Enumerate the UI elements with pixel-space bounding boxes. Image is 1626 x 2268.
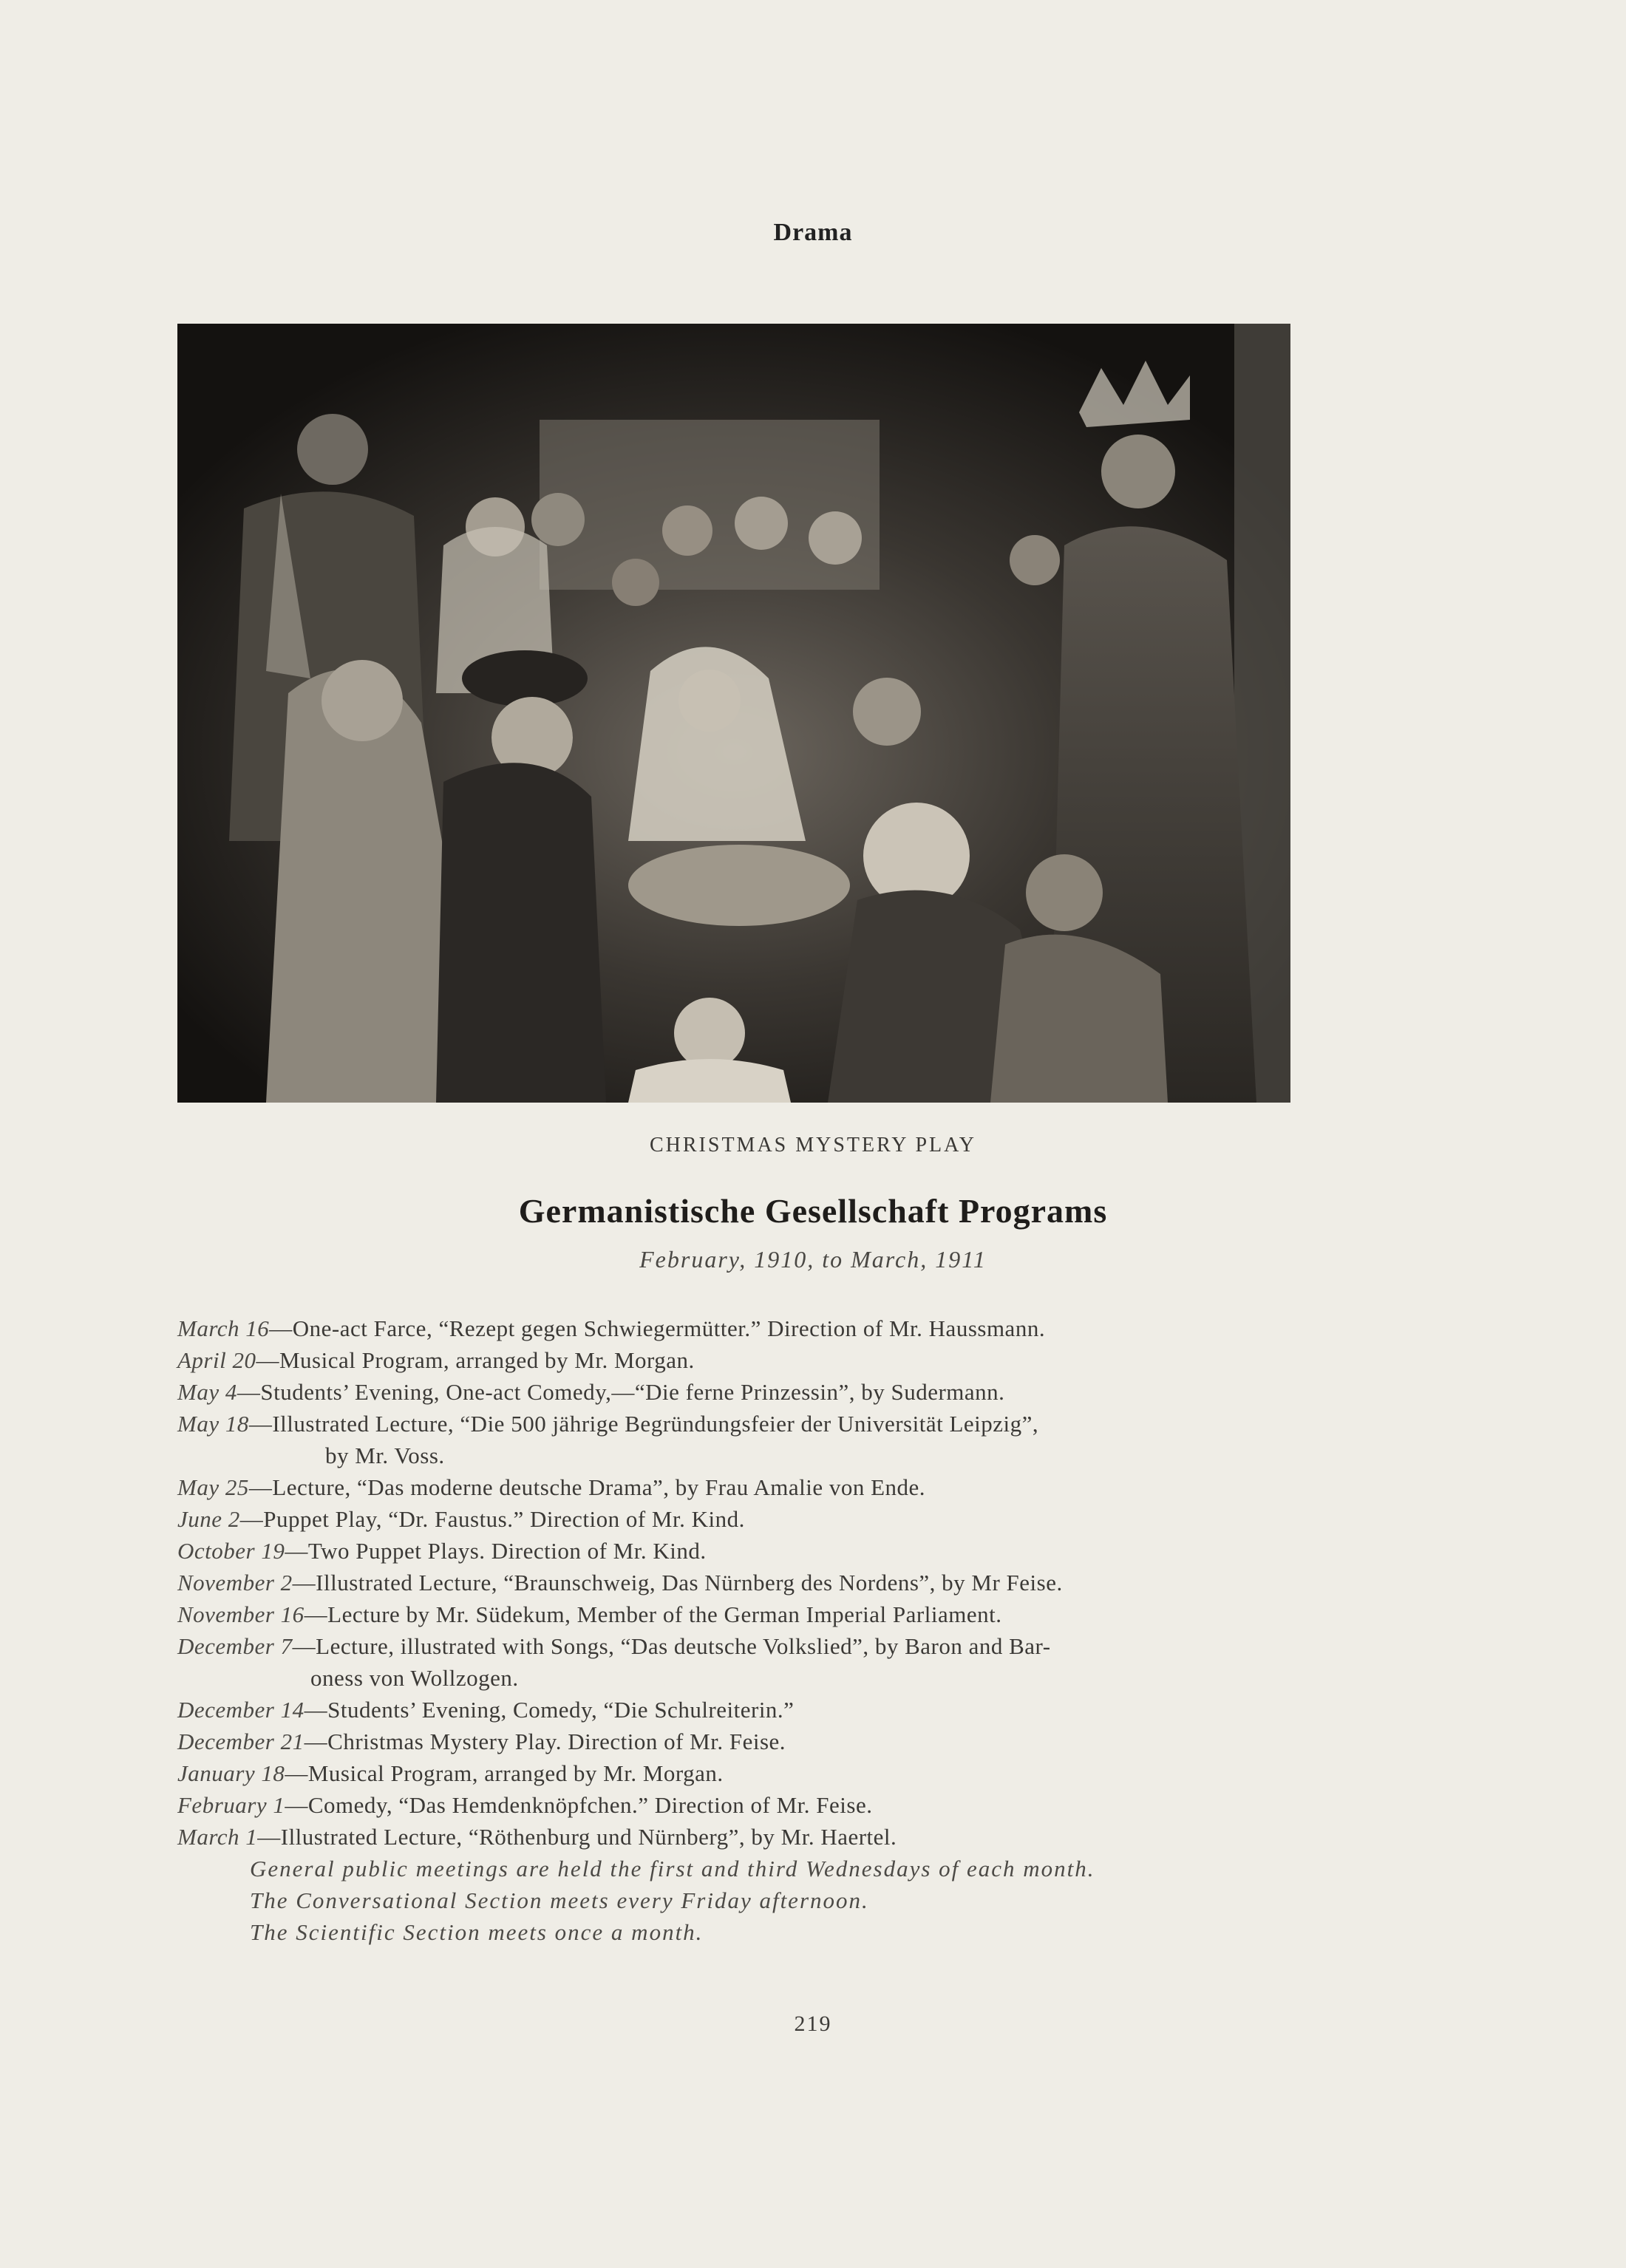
program-entry bbox=[177, 1567, 1290, 1598]
program-entry bbox=[177, 1535, 1290, 1567]
program-date: January 18 bbox=[177, 1760, 285, 1786]
program-text: —Two Puppet Plays. Direction of Mr. Kind. bbox=[285, 1538, 707, 1564]
program-entry bbox=[177, 1376, 1290, 1408]
program-date: May 25 bbox=[177, 1474, 249, 1500]
program-entry bbox=[177, 1344, 1290, 1376]
program-entry bbox=[177, 1694, 1290, 1726]
christmas-mystery-play-photo bbox=[177, 324, 1290, 1103]
program-date: May 4 bbox=[177, 1379, 237, 1405]
program-list bbox=[177, 1312, 1290, 1948]
program-text: —Students’ Evening, One-act Comedy,—“Die ferne Prinzessin”, by Sudermann. bbox=[237, 1379, 1005, 1405]
section-title: Germanistische Gesellschaft Programs bbox=[518, 1192, 1108, 1230]
program-text-continued: oness von Wollzogen. bbox=[310, 1665, 519, 1691]
meeting-note: General public meetings are held the first and third Wednesdays of each month. bbox=[250, 1856, 1095, 1882]
program-text: —Illustrated Lecture, “Die 500 jährige Begründungsfeier der Universität Leipzig”, bbox=[248, 1411, 1039, 1437]
program-date: December 14 bbox=[177, 1697, 305, 1723]
program-date: May 18 bbox=[177, 1411, 249, 1437]
program-text: —Musical Program, arranged by Mr. Morgan. bbox=[256, 1347, 695, 1373]
program-date: February 1 bbox=[177, 1792, 285, 1818]
program-text: —Puppet Play, “Dr. Faustus.” Direction of Mr. Kind. bbox=[239, 1506, 745, 1532]
program-entry bbox=[177, 1312, 1290, 1344]
program-text-continued: by Mr. Voss. bbox=[325, 1443, 445, 1468]
program-text: —Students’ Evening, Comedy, “Die Schulreiterin.” bbox=[304, 1697, 795, 1723]
program-text: —Lecture by Mr. Südekum, Member of the German Imperial Parliament. bbox=[304, 1601, 1002, 1627]
program-date: October 19 bbox=[177, 1538, 285, 1564]
page-number: 219 bbox=[794, 2012, 832, 2036]
program-text: —Lecture, illustrated with Songs, “Das deutsche Volkslied”, by Baron and Bar- bbox=[292, 1633, 1051, 1659]
program-date: November 16 bbox=[177, 1601, 305, 1627]
program-text: —Illustrated Lecture, “Braunschweig, Das Nürnberg des Nordens”, by Mr Feise. bbox=[292, 1570, 1063, 1596]
program-entry bbox=[177, 1821, 1290, 1853]
program-entry bbox=[177, 1471, 1290, 1503]
program-date: March 16 bbox=[177, 1315, 270, 1341]
program-entry bbox=[177, 1757, 1290, 1789]
photo-caption: CHRISTMAS MYSTERY PLAY bbox=[649, 1134, 977, 1157]
program-date: April 20 bbox=[177, 1347, 256, 1373]
program-date: March 1 bbox=[177, 1824, 258, 1850]
program-date: November 2 bbox=[177, 1570, 293, 1596]
meeting-note: The Conversational Section meets every Friday afternoon. bbox=[250, 1887, 869, 1913]
program-text: —One-act Farce, “Rezept gegen Schwiegermütter.” Direction of Mr. Haussmann. bbox=[269, 1315, 1046, 1341]
program-text: —Christmas Mystery Play. Direction of Mr. Feise. bbox=[304, 1729, 786, 1754]
program-date: June 2 bbox=[177, 1506, 240, 1532]
program-entry bbox=[177, 1598, 1290, 1630]
running-head: Drama bbox=[773, 219, 853, 246]
program-entry bbox=[177, 1503, 1290, 1535]
meeting-notes bbox=[177, 1853, 1290, 1948]
date-range: February, 1910, to March, 1911 bbox=[639, 1246, 987, 1273]
program-text: —Lecture, “Das moderne deutsche Drama”, by Frau Amalie von Ende. bbox=[248, 1474, 926, 1500]
program-text: —Comedy, “Das Hemdenknöpfchen.” Direction of Mr. Feise. bbox=[285, 1792, 873, 1818]
meeting-note: The Scientific Section meets once a month. bbox=[250, 1919, 704, 1945]
program-text: —Musical Program, arranged by Mr. Morgan. bbox=[285, 1760, 724, 1786]
program-entry bbox=[177, 1630, 1290, 1694]
program-entry bbox=[177, 1408, 1290, 1471]
program-entry bbox=[177, 1726, 1290, 1757]
program-entry bbox=[177, 1789, 1290, 1821]
program-text: —Illustrated Lecture, “Röthenburg und Nürnberg”, by Mr. Haertel. bbox=[257, 1824, 897, 1850]
program-date: December 21 bbox=[177, 1729, 305, 1754]
program-date: December 7 bbox=[177, 1633, 293, 1659]
